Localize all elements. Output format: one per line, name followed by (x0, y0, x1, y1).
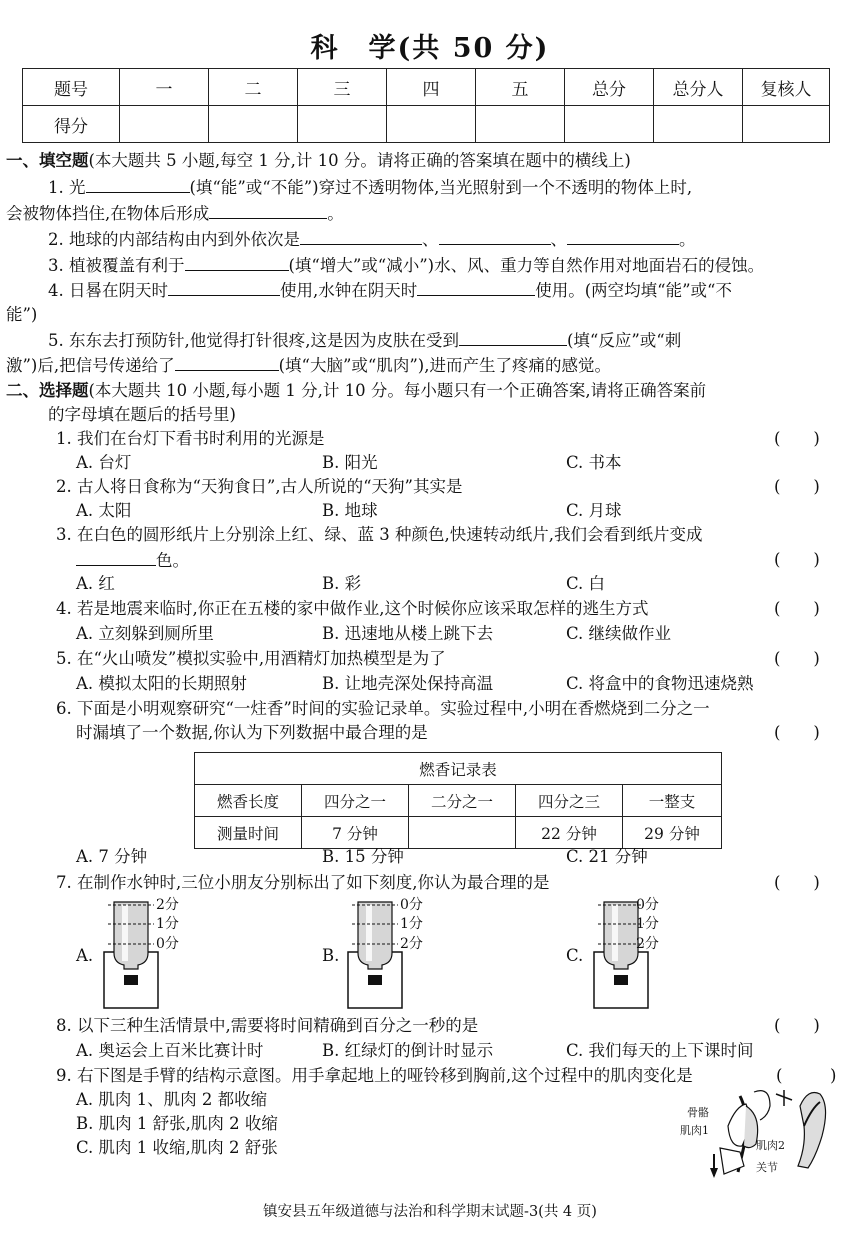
score-cell: 复核人 (743, 69, 830, 106)
incense-cell: 测量时间 (195, 817, 302, 849)
choice-q3-option-c: C. 白 (566, 574, 606, 593)
fill-q4-text: 4. 日晷在阴天时 (48, 281, 168, 300)
fill-q2 (48, 227, 696, 252)
fill-q1-line1 (48, 175, 692, 200)
answer-blank[interactable] (459, 328, 567, 346)
choice-q7-option-a: A. (76, 946, 94, 965)
choice-q2-option-a: A. 太阳 (76, 501, 132, 520)
answer-paren[interactable]: ( ) (774, 723, 820, 742)
choice-q9-option-c: C. 肌肉 1 收缩,肌肉 2 舒张 (76, 1138, 278, 1157)
score-cell: 题号 (23, 69, 120, 106)
score-input-cell[interactable] (743, 106, 830, 143)
water-clock-b-mark: 2分 (400, 936, 423, 952)
answer-blank[interactable] (86, 175, 190, 193)
incense-table-length-row (195, 785, 722, 817)
score-cell: 二 (209, 69, 298, 106)
choice-q7-option-c: C. (566, 946, 584, 965)
arm-label-bone: 骨骼 (687, 1106, 709, 1119)
choice-q3-option-a: A. 红 (76, 574, 115, 593)
score-table-header-row (23, 69, 830, 106)
choice-q7-option-b: B. (322, 946, 340, 965)
answer-blank[interactable] (168, 278, 280, 296)
incense-cell: 二分之一 (409, 785, 516, 817)
choice-q6-stem2: 时漏填了一个数据,你认为下列数据中最合理的是 (76, 723, 428, 742)
answer-paren[interactable]: ( ) (774, 873, 820, 892)
choice-q3-option-b: B. 彩 (322, 574, 362, 593)
incense-record-table (194, 752, 722, 849)
choice-q5-stem: 5. 在“火山喷发”模拟实验中,用酒精灯加热模型是为了 (56, 649, 446, 668)
incense-cell: 22 分钟 (516, 817, 623, 849)
score-cell: 三 (298, 69, 387, 106)
choice-q8-option-b: B. 红绿灯的倒计时显示 (322, 1041, 494, 1060)
fill-q2-text: 2. 地球的内部结构由内到外依次是 (48, 230, 300, 249)
incense-cell: 四分之三 (516, 785, 623, 817)
answer-paren-open[interactable]: ( (776, 1066, 783, 1085)
water-clock-c-mark: 2分 (636, 936, 659, 952)
answer-blank[interactable] (567, 227, 679, 245)
fill-q1-text: 。 (327, 204, 344, 223)
score-input-cell[interactable] (120, 106, 209, 143)
fill-q3-text: (填“增大”或“减小”)水、风、重力等自然作用对地面岩石的侵蚀。 (288, 256, 765, 275)
fill-q2-sep: 、 (422, 230, 439, 249)
choice-q7-stem: 7. 在制作水钟时,三位小朋友分别标出了如下刻度,你认为最合理的是 (56, 873, 550, 892)
choice-q9-option-a: A. 肌肉 1、肌肉 2 都收缩 (76, 1090, 268, 1109)
fill-q1-text: 1. 光 (48, 178, 86, 197)
answer-paren-close: ) (830, 1066, 837, 1085)
section1-title: 一、填空题 (6, 151, 89, 170)
choice-q4-option-c: C. 继续做作业 (566, 624, 672, 643)
choice-q6-option-c: C. 21 分钟 (566, 847, 648, 866)
fill-q4-text: 使用。(两空均填“能”或“不 (535, 281, 732, 300)
answer-blank[interactable] (175, 353, 279, 371)
choice-q2-option-c: C. 月球 (566, 501, 622, 520)
water-clock-a-mark: 2分 (156, 897, 179, 913)
answer-blank[interactable] (417, 278, 535, 296)
score-cell: 总分 (565, 69, 654, 106)
choice-q3-stem2 (76, 548, 189, 573)
incense-cell: 四分之一 (302, 785, 409, 817)
incense-cell: 7 分钟 (302, 817, 409, 849)
fill-q5-text: (填“大脑”或“肌肉”),进而产生了疼痛的感觉。 (278, 356, 611, 375)
answer-paren[interactable]: ( ) (774, 599, 820, 618)
score-table (22, 68, 830, 143)
page-footer: 镇安县五年级道德与法治和科学期末试题-3(共 4 页) (263, 1204, 597, 1220)
choice-q2-option-b: B. 地球 (322, 501, 378, 520)
choice-q5-option-b: B. 让地壳深处保持高温 (322, 674, 494, 693)
choice-q4-stem: 4. 若是地震来临时,你正在五楼的家中做作业,这个时候你应该采取怎样的逃生方式 (56, 599, 649, 618)
section2-desc: (本大题共 10 小题,每小题 1 分,计 10 分。每小题只有一个正确答案,请将正确答案前 (88, 381, 707, 400)
score-input-cell[interactable] (387, 106, 476, 143)
answer-paren[interactable]: ( ) (774, 1016, 820, 1035)
incense-table-title: 燃香记录表 (195, 753, 722, 785)
choice-q5-option-a: A. 模拟太阳的长期照射 (76, 674, 247, 693)
answer-blank[interactable] (76, 548, 156, 566)
arm-label-muscle1: 肌肉1 (680, 1124, 709, 1137)
fill-q1-text: (填“能”或“不能”)穿过不透明物体,当光照射到一个不透明的物体上时, (189, 178, 693, 197)
choice-q5-option-c: C. 将盒中的食物迅速烧熟 (566, 674, 754, 693)
answer-blank[interactable] (185, 253, 289, 271)
answer-paren[interactable]: ( ) (774, 477, 820, 496)
choice-q6-option-a: A. 7 分钟 (76, 847, 148, 866)
choice-q1-option-a: A. 台灯 (76, 453, 132, 472)
choice-q4-option-b: B. 迅速地从楼上跳下去 (322, 624, 494, 643)
fill-q4-line1 (48, 278, 732, 303)
incense-cell: 燃香长度 (195, 785, 302, 817)
fill-q5-text: 激”)后,把信号传递给了 (6, 356, 175, 375)
score-table-score-row (23, 106, 830, 143)
water-clock-b-mark: 0分 (400, 897, 423, 913)
choice-q6-stem: 6. 下面是小明观察研究“一炷香”时间的实验记录单。实验过程中,小明在香燃烧到二分之一 (56, 699, 710, 718)
section2-heading (6, 379, 706, 403)
choice-q6-option-b: B. 15 分钟 (322, 847, 404, 866)
score-input-cell[interactable] (565, 106, 654, 143)
incense-cell-missing (409, 817, 516, 849)
arm-label-joint: 关节 (756, 1161, 778, 1174)
fill-q5-line1 (48, 328, 681, 353)
answer-paren[interactable]: ( ) (774, 429, 820, 448)
choice-q2-stem: 2. 古人将日食称为“天狗食日”,古人所说的“天狗”其实是 (56, 477, 463, 496)
fill-q1-text: 会被物体挡住,在物体后形成 (6, 204, 210, 223)
score-input-cell[interactable] (209, 106, 298, 143)
score-cell: 五 (476, 69, 565, 106)
fill-q2-sep: 、 (550, 230, 567, 249)
score-cell: 总分人 (654, 69, 743, 106)
score-input-cell[interactable] (476, 106, 565, 143)
page-title: 科 学(共 50 分) (310, 33, 550, 64)
choice-q4-option-a: A. 立刻躲到厕所里 (76, 624, 214, 643)
choice-q1-option-b: B. 阳光 (322, 453, 378, 472)
choice-q3-stem: 3. 在白色的圆形纸片上分别涂上红、绿、蓝 3 种颜色,快速转动纸片,我们会看到纸片变成 (56, 525, 703, 544)
incense-cell: 29 分钟 (623, 817, 722, 849)
answer-blank[interactable] (439, 227, 551, 245)
choice-q3-text: 色。 (156, 551, 189, 570)
choice-q9-stem: 9. 右下图是手臂的结构示意图。用手拿起地上的哑铃移到胸前,这个过程中的肌肉变化是 (56, 1066, 693, 1085)
score-input-cell[interactable] (654, 106, 743, 143)
section2-title: 二、选择题 (6, 381, 89, 400)
fill-q3-text: 3. 植被覆盖有利于 (48, 256, 185, 275)
section1-heading (6, 149, 631, 173)
water-clock-c-mark: 0分 (636, 897, 659, 913)
score-label: 得分 (23, 106, 120, 143)
answer-blank[interactable] (300, 227, 422, 245)
arm-label-muscle2: 肌肉2 (756, 1139, 785, 1152)
fill-q5-line2 (6, 353, 611, 378)
section1-desc: (本大题共 5 小题,每空 1 分,计 10 分。请将正确的答案填在题中的横线上) (88, 151, 631, 170)
fill-q4-text: 使用,水钟在阴天时 (280, 281, 418, 300)
choice-q1-option-c: C. 书本 (566, 453, 622, 472)
water-clock-a-mark: 1分 (156, 916, 179, 932)
water-clock-b-mark: 1分 (400, 916, 423, 932)
fill-q1-line2 (6, 201, 344, 226)
section2-desc-line2: 的字母填在题后的括号里) (48, 405, 236, 424)
water-clock-c-mark: 1分 (636, 916, 659, 932)
water-clock-a-mark: 0分 (156, 936, 179, 952)
answer-blank[interactable] (209, 201, 327, 219)
answer-paren[interactable]: ( ) (774, 550, 820, 569)
choice-q1-stem: 1. 我们在台灯下看书时利用的光源是 (56, 429, 325, 448)
answer-paren[interactable]: ( ) (774, 649, 820, 668)
score-cell: 四 (387, 69, 476, 106)
fill-q5-text: 5. 东东去打预防针,他觉得打针很疼,这是因为皮肤在受到 (48, 331, 459, 350)
incense-table-time-row (195, 817, 722, 849)
incense-table-title-row (195, 753, 722, 785)
fill-q5-text: (填“反应”或“刺 (566, 331, 682, 350)
choice-q9-option-b: B. 肌肉 1 舒张,肌肉 2 收缩 (76, 1114, 278, 1133)
score-cell: 一 (120, 69, 209, 106)
score-input-cell[interactable] (298, 106, 387, 143)
fill-q2-end: 。 (679, 230, 696, 249)
incense-cell: 一整支 (623, 785, 722, 817)
choice-q8-stem: 8. 以下三种生活情景中,需要将时间精确到百分之一秒的是 (56, 1016, 479, 1035)
choice-q8-option-c: C. 我们每天的上下课时间 (566, 1041, 754, 1060)
fill-q4-line2: 能”) (6, 305, 38, 324)
fill-q3 (48, 253, 764, 278)
choice-q8-option-a: A. 奥运会上百米比赛计时 (76, 1041, 264, 1060)
